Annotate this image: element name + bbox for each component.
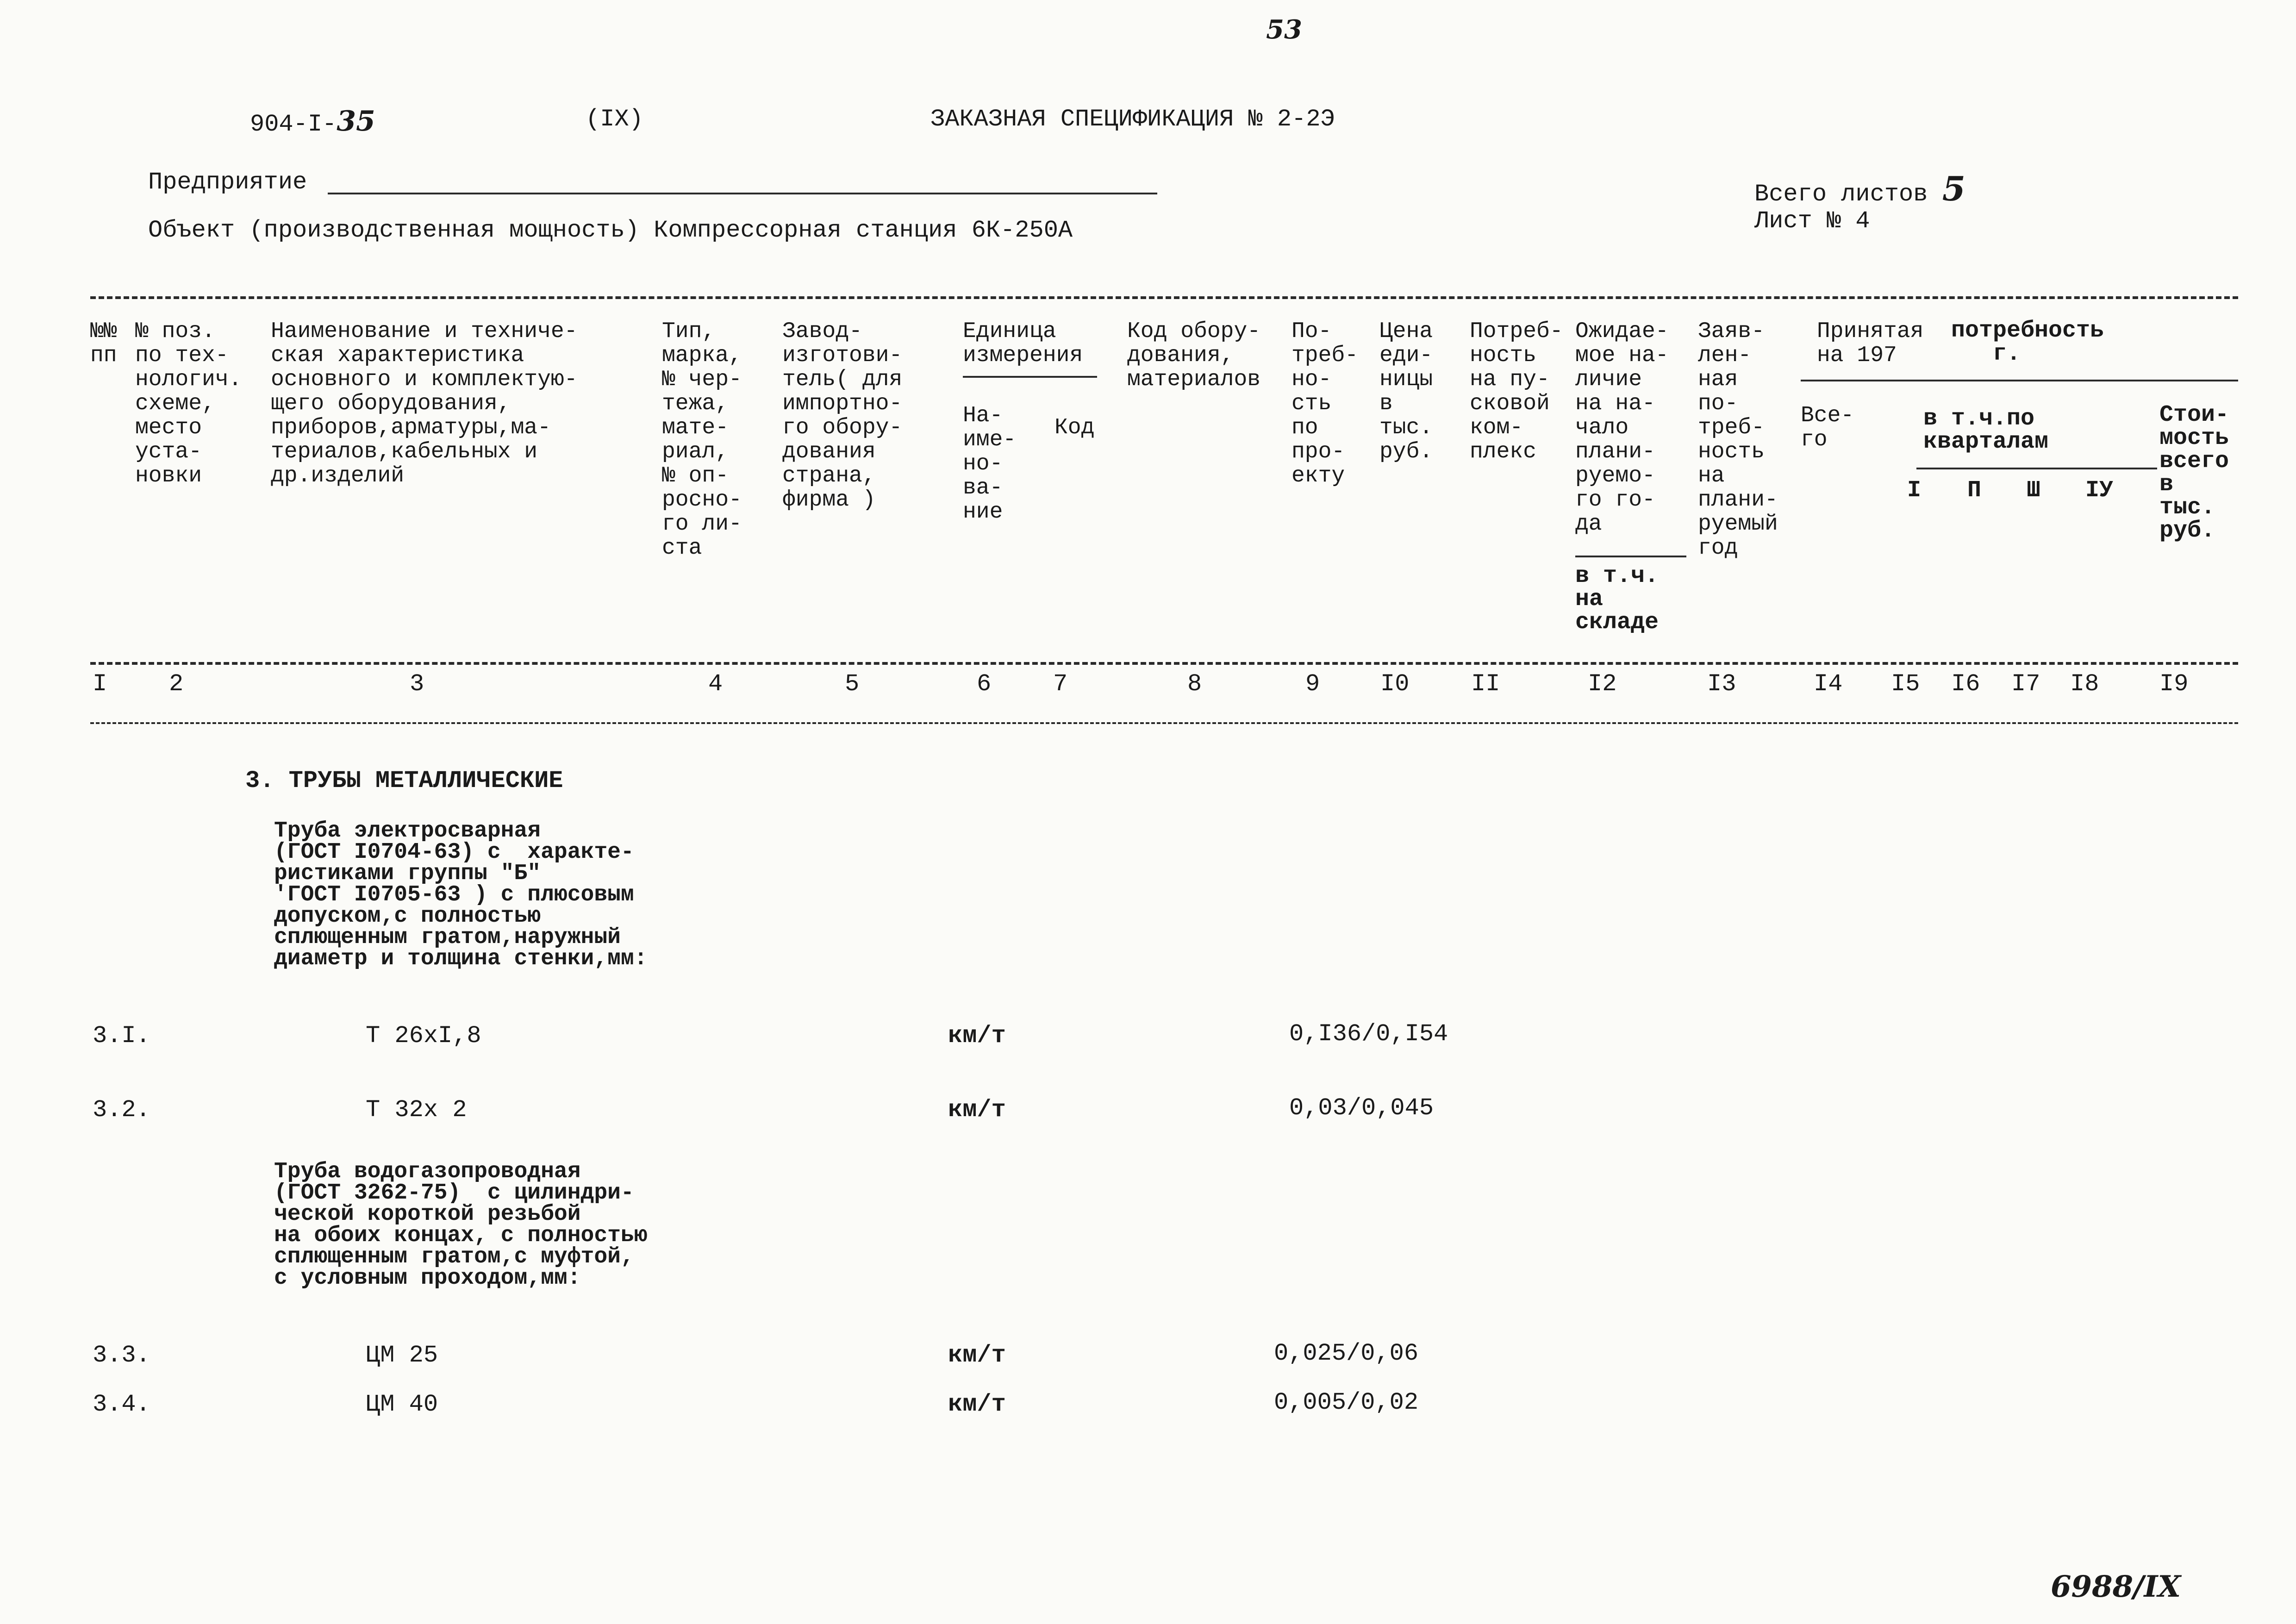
document-part: (IX) <box>586 106 643 133</box>
col-header-6: На- име- но- ва- ние <box>963 403 1017 525</box>
col-header-3: Наименование и техниче- ская характеристика основного и комплектую- щего оборудования, приборов,арматуры,ма- териалов,кабельных и др.изделий <box>271 319 578 488</box>
col-number-1: I <box>93 670 107 698</box>
row-type: ЦМ 40 <box>366 1391 438 1418</box>
col-header-5: Завод- изготови- тель( для импортно- го обору- дования страна, фирма ) <box>782 319 903 512</box>
section-title: 3. ТРУБЫ МЕТАЛЛИЧЕСКИЕ <box>245 767 563 794</box>
row-need: 0,I36/0,I54 <box>1289 1020 1448 1048</box>
col-header-19: Стои- мость всего в тыс. руб. <box>2159 402 2229 544</box>
col-number-9: 9 <box>1305 670 1320 698</box>
row-unit: км/т <box>948 1342 1006 1369</box>
col-number-19: I9 <box>2159 670 2189 698</box>
row-need: 0,03/0,045 <box>1289 1094 1434 1122</box>
enterprise-underline <box>328 193 1157 194</box>
row-type: Т 26хI,8 <box>366 1022 481 1049</box>
table-numbers-bottom-rule <box>90 722 2238 724</box>
document-code <box>250 107 375 137</box>
sheets-total-value: 5 <box>1942 169 1965 208</box>
col-number-6: 6 <box>977 670 992 698</box>
sheet-number: Лист № 4 <box>1754 207 1870 235</box>
row-type: ЦМ 25 <box>366 1342 438 1369</box>
col-header-11: Потреб- ность на пу- сковой ком- плекс <box>1470 319 1563 464</box>
col-header-q3: Ш <box>2027 477 2041 504</box>
row-unit: км/т <box>948 1096 1006 1124</box>
col-header-8: Код обору- дования, материалов <box>1127 319 1261 392</box>
col-header-2: № поз. по тех- нологич. схеме, место уста- новки <box>135 319 242 488</box>
quarters-divider <box>1916 468 2157 469</box>
col-header-12: Ожидае- мое на- личие на на- чало плани- руемо- го го- да <box>1575 319 1669 537</box>
document-code-handwritten: 35 <box>337 105 375 137</box>
col-number-10: I0 <box>1380 670 1410 698</box>
col-number-5: 5 <box>845 670 860 698</box>
col-number-4: 4 <box>708 670 723 698</box>
col-header-q1: I <box>1907 477 1922 504</box>
col-number-7: 7 <box>1053 670 1068 698</box>
col-number-17: I7 <box>2011 670 2040 698</box>
col-number-11: II <box>1471 670 1500 698</box>
col-header-q2: П <box>1967 477 1982 504</box>
col-number-18: I8 <box>2070 670 2099 698</box>
col-header-10: Цена еди- ницы в тыс. руб. <box>1379 319 1433 464</box>
sheets-total-label: Всего листов <box>1754 181 1928 208</box>
col-header-4: Тип, марка, № чер- тежа, мате- риал, № оп- росно- го ли- ста <box>662 319 742 561</box>
row-number: 3.I. <box>93 1022 150 1049</box>
col-header-7: Код <box>1054 415 1095 440</box>
col-number-8: 8 <box>1187 670 1202 698</box>
col-number-13: I3 <box>1707 670 1736 698</box>
page-number: 53 <box>1266 14 1302 45</box>
document-code-prefix: 904-I- <box>250 111 337 138</box>
unit-group-divider <box>963 376 1097 378</box>
row-need: 0,005/0,02 <box>1274 1389 1419 1416</box>
row-number: 3.3. <box>93 1342 150 1369</box>
col-header-quarters-group: в т.ч.по кварталам <box>1923 406 2049 455</box>
row-number: 3.2. <box>93 1096 150 1124</box>
accepted-group-divider <box>1801 380 2238 381</box>
col-number-12: I2 <box>1588 670 1617 698</box>
col-header-q4: IУ <box>2085 477 2114 504</box>
group-1-description: Труба электросварная (ГОСТ I0704-63) с характе- ристиками группы "Б" 'ГОСТ I0705-63 ) с плюсовым допуском,с полностью сплющенным гратом,наружный диаметр и толщина стенки,мм: <box>274 818 648 971</box>
row-unit: км/т <box>948 1391 1006 1418</box>
table-header-bottom-rule <box>90 662 2238 665</box>
col-number-2: 2 <box>169 670 184 698</box>
sheets-total <box>1754 169 1965 208</box>
row-number: 3.4. <box>93 1391 150 1418</box>
object-line: Объект (производственная мощность) Компрессорная станция 6К-250А <box>148 217 1073 244</box>
col-number-14: I4 <box>1814 670 1843 698</box>
col-number-15: I5 <box>1891 670 1920 698</box>
col-header-13: Заяв- лен- ная по- треб- ность на плани- руемый год <box>1698 319 1778 561</box>
col-header-1: №№ пп <box>90 319 117 368</box>
accepted-prefix: Принятая на 197 <box>1817 319 1924 368</box>
accepted-bold: потребность г. <box>1951 318 2104 367</box>
document-title: ЗАКАЗНАЯ СПЕЦИФИКАЦИЯ № 2-2Э <box>930 106 1335 133</box>
col-header-12-sub: в т.ч. на складе <box>1575 563 1659 636</box>
group-2-description: Труба водогазопроводная (ГОСТ 3262-75) с цилиндри- ческой короткой резьбой на обоих концах, с полностью сплющенным гратом,с муфтой, с условным проходом,мм: <box>274 1159 648 1291</box>
col-header-accepted <box>1817 319 1923 368</box>
enterprise-label: Предприятие <box>148 169 307 196</box>
col-header-14: Все- го <box>1801 403 1854 452</box>
row-type: Т 32х 2 <box>366 1096 467 1124</box>
footer-mark: 6988/IX <box>2051 1569 2181 1604</box>
col-12-divider <box>1575 556 1686 557</box>
row-unit: км/т <box>948 1022 1006 1049</box>
col-number-16: I6 <box>1951 670 1980 698</box>
table-top-rule <box>90 296 2238 299</box>
col-header-unit-group: Единица измерения <box>963 319 1083 368</box>
col-header-9: По- треб- но- сть по про- екту <box>1292 319 1359 488</box>
col-number-3: 3 <box>410 670 424 698</box>
row-need: 0,025/0,06 <box>1274 1340 1419 1367</box>
